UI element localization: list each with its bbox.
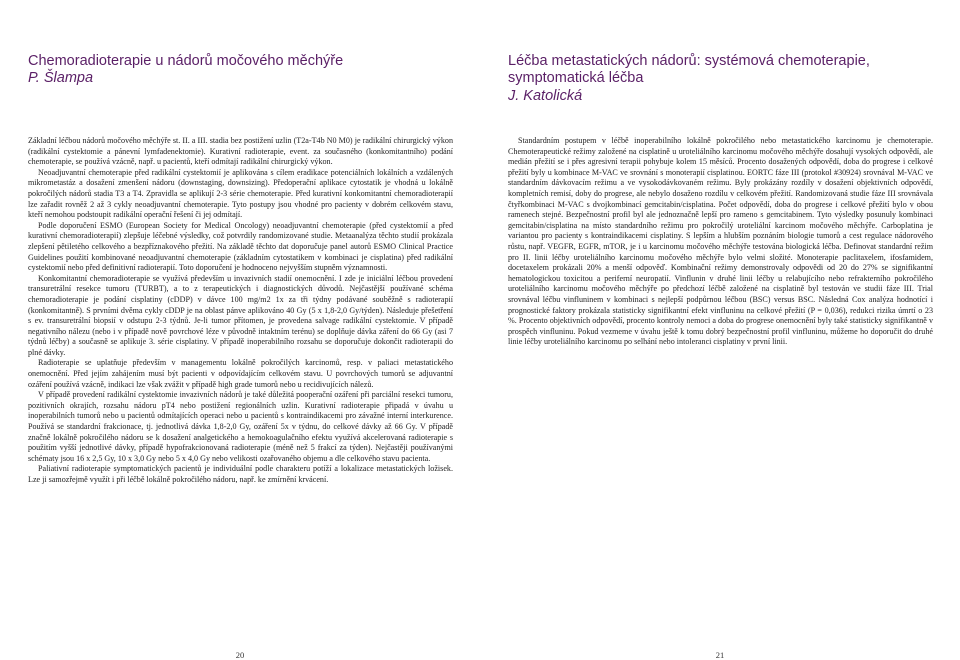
paragraph: Standardním postupem v léčbě inoperabilního lokálně pokročilého nebo metastatického karcinomu je chemoterapie. Chemoterapeutické režimy založené na cisplatině u uroteliálního karcinomu močového měchýře dosahují vysokých odpovědí, ale medián přežití se i přes agresivní terapii pohybuje kolem 15 měsíců. Procento dosažených odpovědí, doba do progrese i celkové přežití byly u kombinace M-VAC ve srovnání s monoterapií cisplatinou. EORTC fáze III (protokol #30924) srovnával M-VAC ve standardním dávkovacím režimu a ve vysokodávkovaném režimu. Byly prokázány rozdíly v dosažení objektivních odpovědí, kompletních remisí, doby do progrese, ale nebylo dosaženo rozdílu v celkovém přežití. Randomizovaná studie fáze III srovnávala čtyřkombinaci M-VAC s dvojkombinací gemcitabin/cisplatina. Počet odpovědí, doba do progrese i celkové přežití bylo v obou ramenech stejné. Bezpečnostní profil byl ale jednoznačně lepší pro rameno s gemcitabinem. Tyto výsledky posunuly kombinaci gemcitabin/cisplatina na místo standardního režimu pro pokročilý uroteliální karcinom močového měchýře. Carboplatina je variantou pro pacienty s kontraindikacemi cisplatiny. S lepším a hlubším poznáním biologie tumorů a cest regulace nádorového růstu, např. VEGFR, EGFR, mTOR, je i u karcinomu močového měchýře testována biologická léčba. Definovat standardní režim pro II. linii léčby uroteliálního karcinomu močového měchýře bylo velmi složité. Monoterapie paclitaxelem, ifosfamidem, docetaxelem prokázali 20% a menší odpověď. Kombinační režimy demonstrovaly odpovědi od 20 do 27% se signifikantní hematologickou toxicitou a periferní neuropatií. Vinflunin v druhé linii léčby u relabujícího nebo refrakterního pokročilého uroteliálního karcinomu močového měchýře po předchozí léčbě založené na cisplatině byl testován ve studii fáze III. Trial srovnával léčbu vinfluninem v kombinaci s nejlepší podpůrnou léčbou (BSC) versus BSC. Následná Cox analýza hodnotící i prognostické faktory prokázala statisticky signifikantní efekt vinfluninu na celkové přežití (P = 0,036), redukci rizika úmrtí o 23 %. Procento objektivních odpovědí, procento kontroly nemoci a doba do progrese onemocnění byly také statisticky signifikantně v prospěch vinfluninu. Pokud vezmeme v úvahu ještě k tomu dobrý bezpečnostní profil vinfluninu, můžeme ho doporučit do druhé linie léčby uroteliálního karcinomu po selhání nebo intoleranci cisplatiny v první linii. (508, 136, 933, 347)
chapter-title: Chemoradioterapie u nádorů močového měchýře (28, 53, 344, 69)
paragraph: Radioterapie se uplatňuje především v managementu lokálně pokročilých karcinomů, resp. v paliaci metastatického onemocnění. Před jejím zahájením musí být pacienti v odpovídajícím celkovém stavu. U povrchových tumorů se adjuvantní ozáření používá vzácně, indikaci lze však zvážit v případě high grade tumorů nebo u recidivujících nálezů. (28, 358, 453, 389)
left-page (0, 0, 480, 659)
paragraph: Podle doporučení ESMO (European Society for Medical Oncology) neoadjuvantní chemoterapie (před cystektomií a před kurativní chemoradioterapií) zlepšuje léčebné výsledky, což potvrdily randomizované studie. Metaanalýza těchto studií prokázala zlepšení pětiletého celkového a bezpříznakového přežití. Na základě těchto dat doporučuje panel autorů ESMO Clinical Practice Guidelines použití kombinované neoadjuvantní chemoterapie (základním cytostatikem v kombinaci je cisplatina) před radikální cystektomií nebo před definitivní radioterapií. Toto doporučení je hodnoceno nejvyšším stupněm významnosti. (28, 220, 453, 273)
paragraph: Paliativní radioterapie symptomatických pacientů je individuální podle charakteru potíží a lokalizace metastatických ložisek. Lze ji samozřejmě využít i při léčbě lokálně pokročilého nádoru, např. ke zmírnění krvácení. (28, 464, 453, 484)
chapter-title-line-1: Léčba metastatických nádorů: systémová chemoterapie, (508, 53, 870, 69)
chapter-author: J. Katolická (508, 88, 583, 104)
right-page (480, 0, 960, 659)
paragraph: Konkomitantní chemoradioterapie se využívá především u invazivních stadií onemocnění. I zde je iniciální léčbou provedení transuretrální resekce tumoru (TURBT), a to z terapeutických i diagnostických důvodů. Nejčastější používané schéma chemoradioterapie je podání cisplatiny (cDDP) v dávce 100 mg/m2 1x za tři týdny podávané souběžně s radioterapií (konkomitantně). S prvními dvěma cykly cDDP je na oblast pánve aplikováno 40 Gy (5 x 1,8-2,0 Gy/týden). Následuje přešetření s ev. transuretrální biopsií v odstupu 2-3 týdnů. Je-li tumor přítomen, je provedena salvage radikální cystektomie. V případě negativního nálezu (nebo i v případě nově povrchové léze v původně intaktním terénu) se doplňuje dávka záření do 66 Gy (asi 7 týdnů léčby) a současně se aplikuje 3. série cisplatiny. V případě inoperabilního rozsahu se doporučuje dokončit radioterapii do plné dávky. (28, 273, 453, 357)
page-number: 21 (715, 650, 725, 660)
paragraph: Neoadjuvantní chemoterapie před radikální cystektomií je aplikována s cílem eradikace potenciálních lokálních a vzdálených mikrometastáz a dosažení zmenšení nádoru (downstaging, downsizing). Předoperační aplikace cytostatik je vhodná u lokálně pokročilých nádorů stadia T3 a T4. Zpravidla se aplikují 2-3 série chemoterapie. Před kurativní konkomitantní chemoradioterapií lze zařadit rovněž 2 až 3 cykly neoadjuvantní chemoterapie. Tyto postupy jsou vhodné pro pacienty v dobrém celkovém stavu, kteří nemohou podstoupit radikální operační řešení či jej odmítají. (28, 167, 453, 220)
paragraph: V případě provedení radikální cystektomie invazivních nádorů je také důležitá pooperační ozáření při parciální resekci tumoru, pozitivních okrajích, rozsahu nádoru pT4 nebo postižení regionálních uzlin. Kurativní radioterapie připadá v úvahu u inoperabilních tumorů nebo u pacientů odmítajících operaci nebo u pacientů s kontraindikacemi pro závažné interní interkurence. Používá se standardní frakcionace, tj. jednotlivá dávka 1,8-2,0 Gy, ozáření 5x v týdnu, do celkové dávky až 66 Gy. V případě značně lokálně pokročilého nádoru se k dosažení analgetického a hemokoagulačního efektu využívá akcelerovaná radioterapie s použitím vyšší jednotlivé dávky, případě hypofrakcionovaná radioterapie (méně než 5 frakcí za týden). Nejčastěji používanými schématy jsou 16 x 2,5 Gy, 10 x 3,0 Gy nebo 5 x 4,0 Gy nebo velikosti ozařovaného objemu a dle celkového stavu pacienta. (28, 390, 453, 463)
left-body-text (28, 136, 453, 486)
paragraph: Základní léčbou nádorů močového měchýře st. II. a III. stadia bez postižení uzlin (T2a-T4b N0 M0) je radikální chirurgický výkon (radikální cystektomie a pánevní lymfadenektomie). Kurativní radioterapie, event. za současného (konkomitantního) podání chemoterapie, se používá vzácně, např. u pacientů, kteří odmítají radikální chirurgický výkon. (28, 136, 453, 167)
right-body-text (508, 136, 933, 348)
page-number: 20 (235, 650, 245, 660)
chapter-author: P. Šlampa (28, 70, 94, 86)
chapter-title-line-2: symptomatická léčba (508, 70, 644, 86)
